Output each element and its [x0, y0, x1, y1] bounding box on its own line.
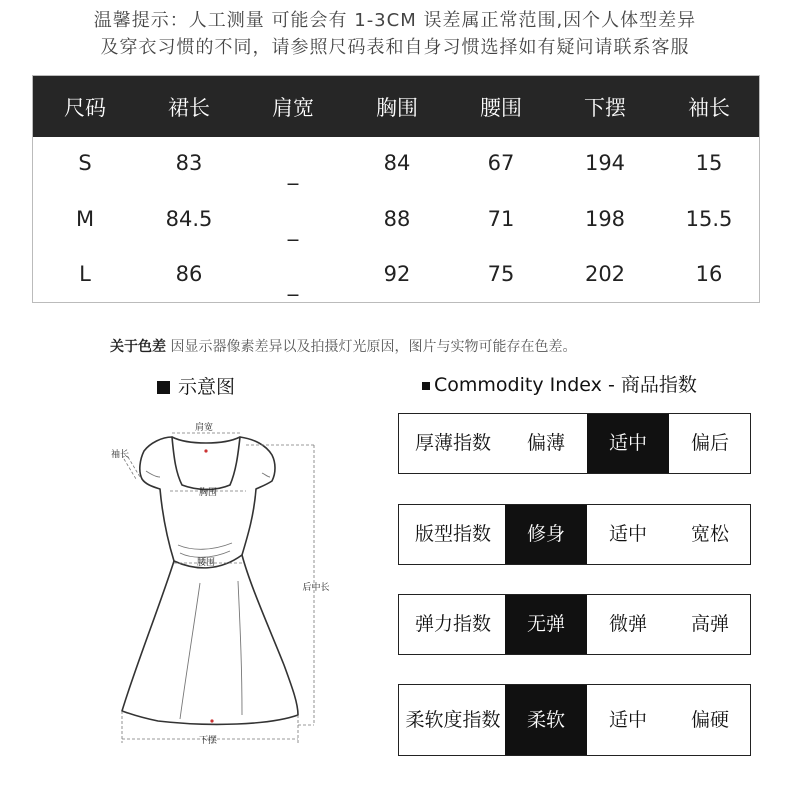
size-table-header: [33, 76, 759, 137]
dress-folds: [146, 471, 270, 719]
dress-outline: [122, 437, 298, 724]
header-chest: 胸围: [376, 96, 418, 120]
cell-shoulder: _: [287, 217, 299, 241]
label-chest: 胸围: [198, 488, 218, 498]
color-note-text: 因显示器像素差异以及拍摄灯光原因，图片与实物可能存在色差。: [170, 339, 577, 355]
cell-dress-length: 83: [175, 151, 203, 175]
cell-sleeve: 16: [695, 262, 723, 286]
cell-hem: 198: [584, 207, 626, 231]
header-shoulder: 肩宽: [272, 96, 314, 120]
notice-line-2: 及穿衣习惯的不同，请参照尺码表和自身习惯选择如有疑问请联系客服: [100, 37, 690, 58]
header-sleeve: 袖长: [688, 96, 730, 120]
notice-line-1: 温馨提示：人工测量 可能会有 1-3CM 误差属正常范围,因个人体型差异: [93, 10, 697, 31]
header-size: 尺码: [64, 96, 106, 120]
index-option-selected: 适中: [587, 414, 669, 473]
cell-size: S: [78, 151, 92, 175]
diagram-title: [157, 372, 235, 399]
label-shoulder: 肩宽: [194, 423, 214, 433]
cell-chest: 84: [383, 151, 411, 175]
square-bullet-icon: [157, 381, 170, 394]
index-option-selected: 修身: [505, 505, 587, 564]
index-option: 宽松: [690, 523, 729, 546]
index-option-selected: 无弹: [505, 595, 587, 654]
cell-chest: 88: [383, 207, 411, 231]
color-note-label: 关于色差: [110, 339, 166, 355]
index-option: 适中: [608, 708, 647, 731]
diagram-labels: [111, 421, 330, 746]
cell-size: M: [75, 207, 95, 231]
commodity-index-title: [422, 370, 697, 397]
index-label: 柔软度指数: [405, 708, 501, 731]
header-waist: 腰围: [480, 96, 522, 120]
cell-dress-length: 84.5: [165, 207, 213, 231]
label-length: 后中长: [302, 583, 330, 593]
header-dress-length: 裙长: [168, 96, 210, 120]
index-row-thickness: [398, 413, 751, 474]
cell-waist: 71: [487, 207, 515, 231]
cell-shoulder: _: [287, 161, 299, 185]
table-row: [33, 193, 759, 249]
index-label: 厚薄指数: [414, 432, 491, 455]
index-row-softness: [398, 684, 751, 756]
cell-chest: 92: [383, 262, 411, 286]
index-option: 偏后: [690, 432, 729, 455]
index-label: 版型指数: [414, 523, 491, 546]
cell-waist: 75: [487, 262, 515, 286]
diagram-title-text: 示意图: [178, 376, 236, 398]
cell-sleeve: 15.5: [685, 207, 733, 231]
cell-waist: 67: [487, 151, 515, 175]
header-hem: 下摆: [584, 96, 626, 120]
label-sleeve: 袖长: [110, 450, 130, 460]
index-row-elasticity: [398, 594, 751, 655]
cell-hem: 194: [584, 151, 626, 175]
index-option: 偏薄: [526, 432, 565, 455]
index-option: 微弹: [608, 613, 647, 636]
measure-lines: [122, 433, 314, 743]
label-hem: 下摆: [198, 736, 218, 746]
cell-dress-length: 86: [175, 262, 203, 286]
cell-sleeve: 15: [695, 151, 723, 175]
index-row-fit: [398, 504, 751, 565]
square-bullet-icon: [422, 382, 430, 390]
table-row: [33, 137, 759, 193]
index-option: 高弹: [690, 613, 729, 636]
cell-shoulder: _: [287, 272, 299, 296]
index-label: 弹力指数: [414, 613, 491, 636]
cell-hem: 202: [584, 262, 626, 286]
size-table: [32, 75, 760, 303]
table-row: [33, 248, 759, 304]
commodity-index-title-text: Commodity Index - 商品指数: [434, 374, 697, 396]
label-waist: 腰围: [196, 558, 216, 568]
index-option-selected: 柔软: [505, 685, 587, 755]
cell-size: L: [79, 262, 91, 286]
index-option: 适中: [608, 523, 647, 546]
dress-diagram: [100, 415, 340, 750]
index-option: 偏硬: [690, 708, 729, 731]
color-difference-note: [110, 336, 576, 356]
